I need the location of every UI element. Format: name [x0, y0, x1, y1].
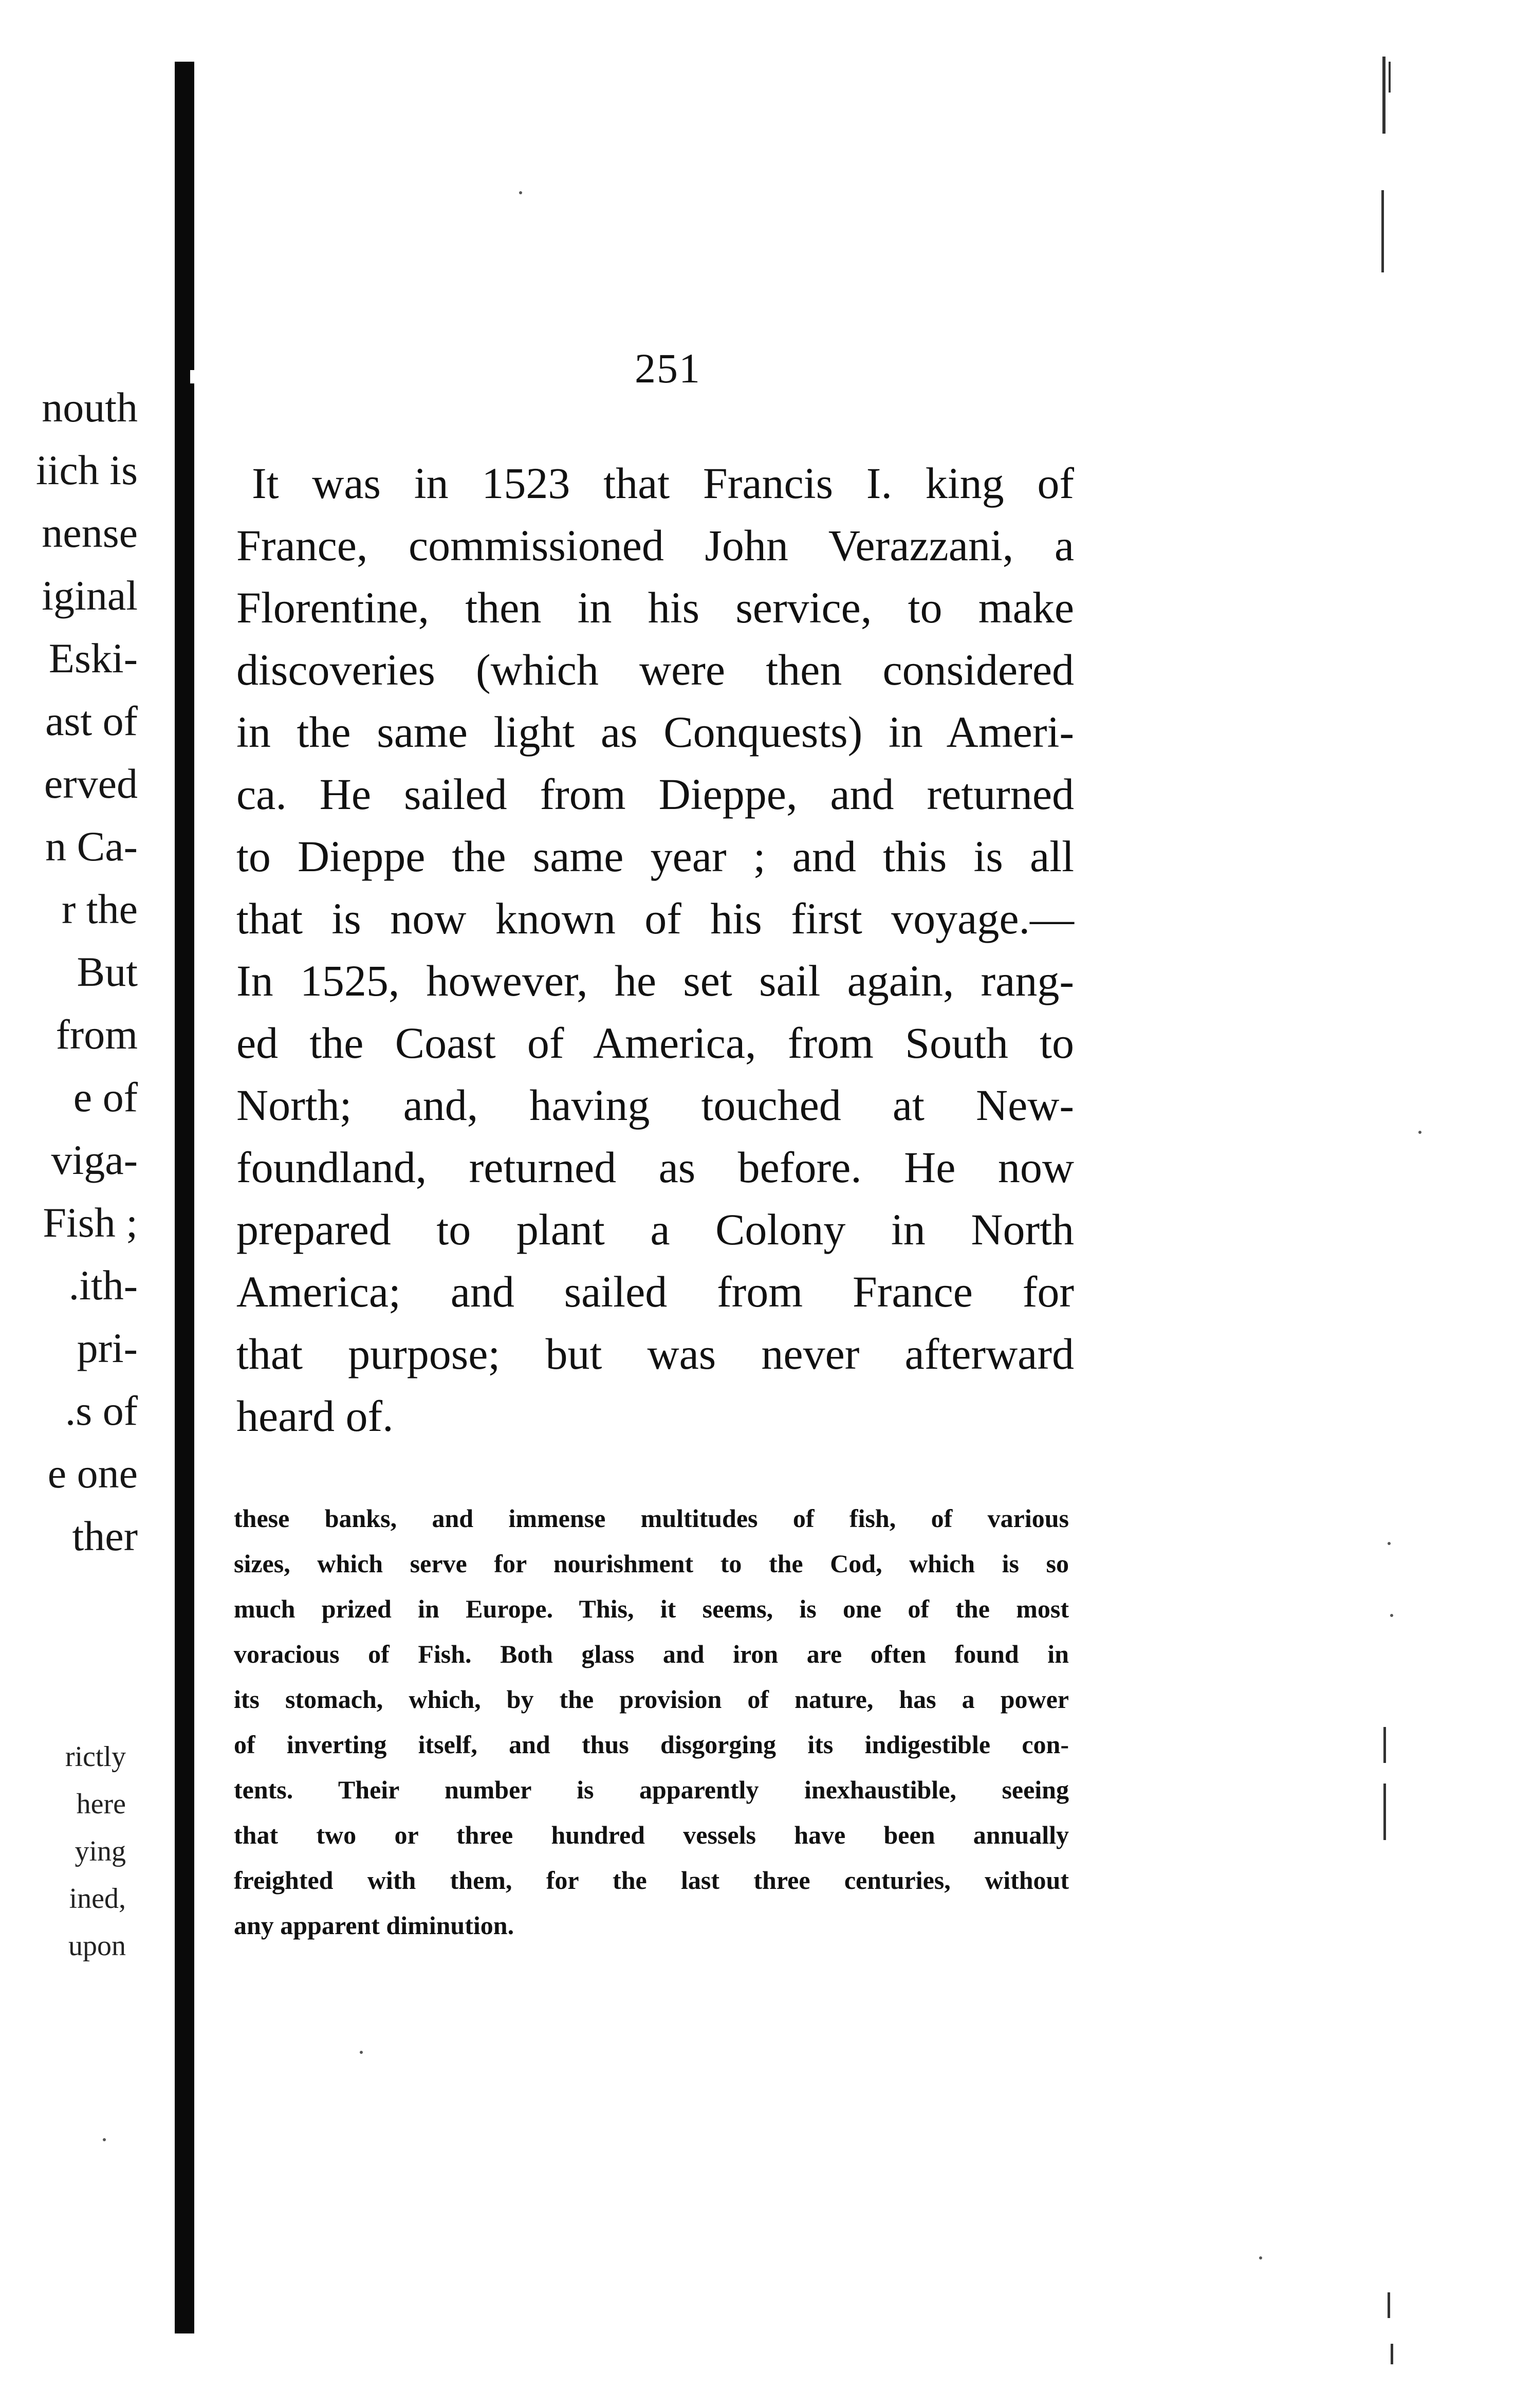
body-line: ed the Coast of America, from South to	[236, 1018, 1074, 1068]
body-line: to Dieppe the same year ; and this is all	[236, 832, 1074, 881]
page-speck	[1388, 1542, 1391, 1545]
facing-page-footnote-line: ined,	[69, 1883, 126, 1915]
facing-page-line: viga-	[51, 1136, 138, 1183]
margin-mark	[1382, 57, 1385, 134]
footnote-line: that two or three hundred vessels have been annually	[234, 1821, 1069, 1849]
page-speck	[1418, 1131, 1421, 1134]
body-line: discoveries (which were then considered	[236, 645, 1074, 694]
facing-page-line: .ith-	[68, 1262, 138, 1309]
facing-page-line: n Ca-	[45, 823, 138, 870]
footnote-line: much prized in Europe. This, it seems, is one of the most	[234, 1594, 1069, 1623]
body-line: It was in 1523 that Francis I. king of	[252, 458, 1074, 508]
body-line: France, commissioned John Verazzani, a	[236, 521, 1074, 570]
margin-mark	[1389, 62, 1391, 93]
gutter-notch	[190, 370, 195, 383]
footnote-line: voracious of Fish. Both glass and iron are often found in	[234, 1640, 1069, 1668]
page-speck	[1259, 2256, 1262, 2259]
margin-mark	[1388, 2292, 1390, 2318]
facing-page-line: r the	[62, 886, 138, 932]
facing-page-line: iich is	[35, 447, 138, 493]
facing-page-line: e one	[47, 1450, 138, 1497]
facing-page-line: pri-	[77, 1325, 138, 1371]
facing-page-line: nouth	[42, 384, 138, 431]
page-speck	[519, 191, 522, 194]
facing-page-line: But	[77, 948, 138, 995]
facing-page-line: iginal	[42, 572, 138, 619]
footnote-line: tents. Their number is apparently inexhaustible, seeing	[234, 1775, 1069, 1804]
footnote-line: its stomach, which, by the provision of nature, has a power	[234, 1685, 1069, 1714]
margin-mark	[1383, 1784, 1386, 1840]
facing-page-line: erved	[44, 760, 138, 807]
facing-page-line: from	[56, 1011, 138, 1058]
body-line: foundland, returned as before. He now	[236, 1143, 1074, 1192]
page-speck	[103, 2138, 106, 2141]
margin-mark	[1383, 1727, 1386, 1763]
body-line: ca. He sailed from Dieppe, and returned	[236, 769, 1074, 819]
body-line: that purpose; but was never afterward	[236, 1329, 1074, 1378]
facing-page-line: ther	[72, 1513, 138, 1559]
facing-page-footnote-line: upon	[68, 1930, 126, 1962]
facing-page-footnote-line: ying	[75, 1835, 126, 1867]
facing-page-fragments	[0, 0, 170, 2408]
margin-mark	[1391, 2344, 1393, 2364]
footnote-line: any apparent diminution.	[234, 1911, 514, 1940]
page-number: 251	[635, 345, 701, 392]
footnote-line: sizes, which serve for nourishment to the Cod, which is so	[234, 1549, 1069, 1578]
page-speck	[1390, 1614, 1393, 1617]
page-speck	[360, 2051, 363, 2054]
footnote	[234, 1496, 1069, 1948]
right-margin-marks	[1357, 0, 1511, 2408]
body-line: North; and, having touched at New-	[236, 1080, 1074, 1130]
facing-page-line: Fish ;	[43, 1199, 138, 1246]
body-line: Florentine, then in his service, to make	[236, 583, 1074, 632]
facing-page-line: ast of	[45, 697, 138, 744]
body-paragraph	[236, 452, 1074, 1447]
footnote-line: of inverting itself, and thus disgorging its indigestible con-	[234, 1730, 1069, 1759]
body-line: prepared to plant a Colony in North	[236, 1205, 1074, 1254]
facing-page-line: e of	[73, 1074, 138, 1120]
body-line: heard of.	[236, 1391, 394, 1441]
facing-page-footnote-line: here	[76, 1788, 126, 1820]
facing-page-line: .s of	[65, 1387, 138, 1434]
facing-page-line: Eski-	[48, 635, 138, 682]
body-line: In 1525, however, he set sail again, rang-	[236, 956, 1074, 1005]
facing-page-footnote-line: rictly	[65, 1741, 126, 1773]
footnote-line: these banks, and immense multitudes of fish, of various	[234, 1504, 1069, 1533]
footnote-line: freighted with them, for the last three centuries, without	[234, 1866, 1069, 1895]
body-line: that is now known of his first voyage.—	[236, 894, 1074, 943]
binding-gutter	[175, 62, 194, 2333]
body-line: America; and sailed from France for	[236, 1267, 1074, 1316]
facing-page-line: nense	[42, 509, 138, 556]
margin-mark	[1381, 190, 1384, 272]
body-line: in the same light as Conquests) in Ameri-	[236, 707, 1074, 757]
